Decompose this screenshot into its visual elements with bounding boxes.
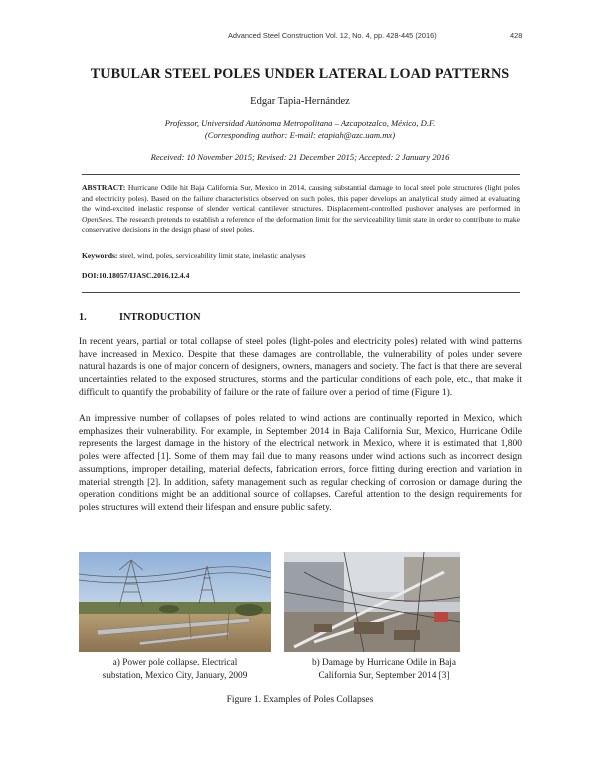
body-paragraph: In recent years, partial or total collapse of steel poles (light-poles and electricity poles) related with wind patterns have increased in Mexico. Despite that these damages are controllable, the vulnerability of poles under severe natural hazards is one of major concern of designers, owners, managers and society. The fact is that there are several uncertainties related to the exposed structures, storms and the particular conditions of each pole, etc., that make it difficult to quantify the probability of failure or the rate of failure over a period of time (Figure 1). bbox=[79, 337, 522, 398]
keywords-list: steel, wind, poles, serviceability limit state, inelastic analyses bbox=[117, 251, 306, 260]
section-heading bbox=[79, 312, 201, 323]
abstract bbox=[82, 183, 520, 236]
abstract-text: Hurricane Odile hit Baja California Sur, Mexico in 2014, causing substantial damage to local steel pole structures (light poles and electricity poles). Based on the failure characteristics observed on such poles, this paper develops an analytical study aimed at evaluating the wind-excited inelastic response of slender vertical cantilever structures. Displacement-controlled pushover analyses are performed in bbox=[82, 183, 520, 213]
caption-line: a) Power pole collapse. Electrical bbox=[112, 658, 238, 668]
abstract-software-name: OpenSees bbox=[82, 214, 112, 224]
caption-line: California Sur, September 2014 [3] bbox=[318, 670, 450, 681]
section-number: 1. bbox=[79, 312, 87, 323]
keywords bbox=[82, 251, 520, 260]
corresponding-author-line: (Corresponding author: E-mail: etapiah@azc.uam.mx) bbox=[204, 130, 396, 140]
submission-dates: Received: 10 November 2015; Revised: 21 December 2015; Accepted: 2 January 2016 bbox=[150, 152, 450, 162]
figure-photo-power-pole-collapse bbox=[79, 552, 271, 652]
paper-title: TUBULAR STEEL POLES UNDER LATERAL LOAD PATTERNS bbox=[90, 66, 510, 82]
figure-photo-hurricane-damage bbox=[284, 552, 460, 652]
body-paragraph: An impressive number of collapses of poles related to wind actions are continually reported in Mexico, which emphasizes their vulnerability. For example, in September 2014 in Baja California Sur, Mexico, Hurricane Odile represents the largest damage in the history of the electrical network in Mexico, where it is estimated that 1,800 poles were affected [1]. Some of them may fail due to many reasons under wind actions such as incorrect design assumptions, improper detailing, material defects, fabrication errors, force fitting during erection and variation in material strength [2]. In addition, safety management such as regular checking of corrosion or damage during the operation conditions might be an additional source of collapses. Careful attention to the design requirements for poles structures will extend their lifespan and ensure public safety. bbox=[79, 414, 522, 513]
affiliation-line: Professor, Universidad Autónoma Metropolitana – Azcapotzalco, México, D.F. bbox=[164, 118, 436, 128]
author-name: Edgar Tapia-Hernández bbox=[250, 96, 350, 107]
author-affiliation bbox=[70, 117, 530, 141]
subfigure-caption-a bbox=[79, 657, 271, 682]
caption-line: substation, Mexico City, January, 2009 bbox=[102, 670, 248, 681]
abstract-bottom-rule bbox=[82, 292, 520, 293]
journal-citation: Advanced Steel Construction Vol. 12, No. 4, pp. 428-445 (2016) bbox=[228, 31, 437, 40]
abstract-text-end: . The research pretends to establish a reference of the deformation limit for the serviceability limit state in order to contribute to make conservative decisions in the design phase of steel poles. bbox=[82, 214, 520, 234]
page-number: 428 bbox=[510, 31, 523, 40]
section-title: INTRODUCTION bbox=[119, 312, 201, 323]
doi: DOI:10.18057/IJASC.2016.12.4.4 bbox=[82, 271, 190, 280]
abstract-top-rule bbox=[82, 174, 520, 175]
subfigure-caption-b bbox=[284, 657, 484, 682]
figure-caption: Figure 1. Examples of Poles Collapses bbox=[226, 695, 374, 705]
keywords-label: Keywords: bbox=[82, 251, 118, 260]
abstract-label: ABSTRACT: bbox=[82, 183, 126, 192]
caption-line: b) Damage by Hurricane Odile in Baja bbox=[311, 658, 457, 668]
